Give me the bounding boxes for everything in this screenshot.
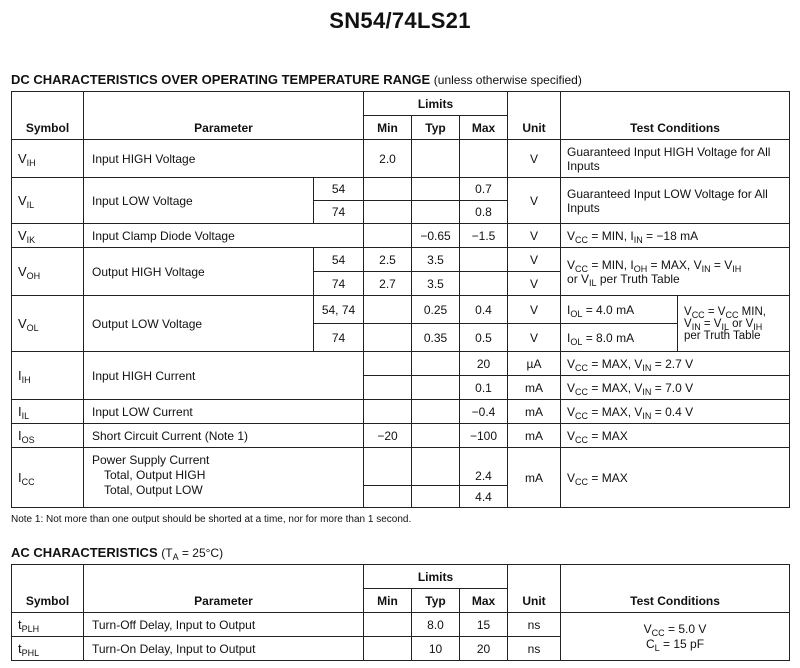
min-cell <box>364 352 412 376</box>
parameter-cell: Input Clamp Diode Voltage <box>84 224 364 248</box>
symbol-cell: $V_{IK}$ <box>12 224 84 248</box>
hdr-test-conditions: Test Conditions <box>561 92 790 140</box>
conditions-cell: $V_{CC}$ = MAX, $V_{IN} = 7.0$ V <box>561 376 790 400</box>
symbol-cell: $I_{IH}$ <box>12 352 84 400</box>
unit-cell: V <box>508 272 561 296</box>
hdr-limits: Limits <box>364 565 508 589</box>
symbol-cell: $V_{IL}$ <box>12 178 84 224</box>
hdr-typ: Typ <box>412 116 460 140</box>
table-row <box>12 352 790 376</box>
table-row <box>12 178 790 201</box>
max-cell: −1.5 <box>460 224 508 248</box>
min-cell <box>364 178 412 201</box>
hdr-max: Max <box>460 589 508 613</box>
page-title: SN54/74LS21 <box>329 8 471 33</box>
symbol-cell: $V_{OL}$ <box>12 296 84 352</box>
max-cell: 4.4 <box>460 486 508 508</box>
unit-cell: V <box>508 324 561 352</box>
min-cell <box>364 201 412 224</box>
max-cell: 15 <box>460 613 508 637</box>
min-cell <box>364 376 412 400</box>
max-cell <box>460 140 508 178</box>
device-cell: 74 <box>314 272 364 296</box>
table-row <box>12 613 790 637</box>
dc-characteristics-table <box>11 91 790 508</box>
min-cell: −20 <box>364 424 412 448</box>
hdr-parameter: Parameter <box>84 92 364 140</box>
parameter-cell: Input LOW Voltage <box>84 178 314 224</box>
min-cell: 2.0 <box>364 140 412 178</box>
min-cell <box>364 224 412 248</box>
dc-section-heading <box>11 72 582 87</box>
symbol-cell: $I_{OS}$ <box>12 424 84 448</box>
conditions-cell: $V_{CC}$ = MAX, $V_{IN} = 0.4$ V <box>561 400 790 424</box>
unit-cell: V <box>508 140 561 178</box>
typ-cell: 10 <box>412 637 460 661</box>
max-cell: 20 <box>460 352 508 376</box>
min-cell: 2.5 <box>364 248 412 272</box>
unit-cell: V <box>508 248 561 272</box>
unit-cell: ns <box>508 637 561 661</box>
hdr-test-conditions: Test Conditions <box>561 565 790 613</box>
hdr-parameter: Parameter <box>84 565 364 613</box>
min-cell <box>364 324 412 352</box>
max-cell: 0.5 <box>460 324 508 352</box>
symbol-cell: $I_{IL}$ <box>12 400 84 424</box>
device-cell: 74 <box>314 201 364 224</box>
unit-cell: mA <box>508 448 561 508</box>
hdr-min: Min <box>364 589 412 613</box>
max-cell: 0.7 <box>460 178 508 201</box>
conditions-cell: $I_{OL} = 4.0$ mA <box>561 296 678 324</box>
symbol-cell: $t_{PHL}$ <box>12 637 84 661</box>
max-cell <box>460 248 508 272</box>
max-cell: 0.8 <box>460 201 508 224</box>
parameter-cell: Input HIGH Current <box>84 352 364 400</box>
ac-heading-text: AC CHARACTERISTICS <box>11 545 158 560</box>
hdr-symbol: Symbol <box>12 565 84 613</box>
parameter-cell: Input HIGH Voltage <box>84 140 364 178</box>
min-cell <box>364 448 412 486</box>
conditions-cell: $V_{CC}$ = MAX, $V_{IN} = 2.7$ V <box>561 352 790 376</box>
conditions-cell: $I_{OL} = 8.0$ mA <box>561 324 678 352</box>
hdr-max: Max <box>460 116 508 140</box>
dc-heading-text: DC CHARACTERISTICS OVER OPERATING TEMPERATURE RANGE <box>11 72 431 87</box>
max-cell: 2.4 <box>460 448 508 486</box>
device-cell: 54 <box>314 178 364 201</box>
symbol-cell: $I_{CC}$ <box>12 448 84 508</box>
hdr-limits: Limits <box>364 92 508 116</box>
dc-heading-note: (unless otherwise specified) <box>433 73 582 87</box>
unit-cell: mA <box>508 400 561 424</box>
parameter-cell: Output HIGH Voltage <box>84 248 314 296</box>
ac-section-heading <box>11 545 223 560</box>
unit-cell: ns <box>508 613 561 637</box>
parameter-cell: Power Supply Current Total, Output HIGH Total, Output LOW <box>84 448 364 508</box>
hdr-typ: Typ <box>412 589 460 613</box>
conditions-cell: $V_{CC} = V_{CC}$ MIN, $V_{IN} = V_{IL}$ or $V_{IH}$ per Truth Table <box>678 296 790 352</box>
typ-cell <box>412 424 460 448</box>
conditions-cell: $V_{CC}$ = MAX <box>561 424 790 448</box>
typ-cell <box>412 448 460 486</box>
symbol-cell: $t_{PLH}$ <box>12 613 84 637</box>
typ-cell <box>412 201 460 224</box>
table-row <box>12 296 790 324</box>
min-cell <box>364 400 412 424</box>
typ-cell <box>412 486 460 508</box>
typ-cell: 8.0 <box>412 613 460 637</box>
parameter-cell: Input LOW Current <box>84 400 364 424</box>
unit-cell: mA <box>508 376 561 400</box>
typ-cell <box>412 400 460 424</box>
unit-cell: V <box>508 178 561 224</box>
min-cell <box>364 613 412 637</box>
hdr-unit: Unit <box>508 92 561 140</box>
conditions-cell: $V_{CC}$ = MIN, $I_{IN} = -18$ mA <box>561 224 790 248</box>
footnote: Note 1: Not more than one output should be shorted at a time, nor for more than 1 second. <box>11 514 412 525</box>
max-cell: −0.4 <box>460 400 508 424</box>
ac-characteristics-table <box>11 564 790 661</box>
table-row <box>12 248 790 272</box>
conditions-cell: $V_{CC} = 5.0$ V $C_L = 15$ pF <box>561 613 790 661</box>
ac-heading-note: $(T_A = 25^\circ C)$ <box>161 546 224 562</box>
typ-cell <box>412 352 460 376</box>
hdr-symbol: Symbol <box>12 92 84 140</box>
typ-cell <box>412 178 460 201</box>
max-cell <box>460 272 508 296</box>
parameter-cell: Output LOW Voltage <box>84 296 314 352</box>
table-row <box>12 424 790 448</box>
unit-cell: V <box>508 224 561 248</box>
device-cell: 54, 74 <box>314 296 364 324</box>
conditions-cell: Guaranteed Input LOW Voltage for All Inputs <box>561 178 790 224</box>
typ-cell: 3.5 <box>412 248 460 272</box>
table-row <box>12 224 790 248</box>
symbol-cell: $V_{IH}$ <box>12 140 84 178</box>
symbol-cell: $V_{OH}$ <box>12 248 84 296</box>
table-row <box>12 140 790 178</box>
typ-cell: 0.35 <box>412 324 460 352</box>
min-cell: 2.7 <box>364 272 412 296</box>
unit-cell: µA <box>508 352 561 376</box>
max-cell: 0.4 <box>460 296 508 324</box>
hdr-min: Min <box>364 116 412 140</box>
unit-cell: V <box>508 296 561 324</box>
typ-cell <box>412 376 460 400</box>
typ-cell: −0.65 <box>412 224 460 248</box>
typ-cell: 0.25 <box>412 296 460 324</box>
min-cell <box>364 637 412 661</box>
unit-cell: mA <box>508 424 561 448</box>
device-cell: 74 <box>314 324 364 352</box>
typ-cell: 3.5 <box>412 272 460 296</box>
min-cell <box>364 486 412 508</box>
hdr-unit: Unit <box>508 565 561 613</box>
table-row <box>12 448 790 486</box>
max-cell: −100 <box>460 424 508 448</box>
conditions-cell: Guaranteed Input HIGH Voltage for All Inputs <box>561 140 790 178</box>
conditions-cell: $V_{CC}$ = MAX <box>561 448 790 508</box>
parameter-cell: Turn-On Delay, Input to Output <box>84 637 364 661</box>
conditions-cell: $V_{CC}$ = MIN, $I_{OH}$ = MAX, $V_{IN} = V_{IH}$ or $V_{IL}$ per Truth Table <box>561 248 790 296</box>
table-row <box>12 400 790 424</box>
parameter-cell: Turn-Off Delay, Input to Output <box>84 613 364 637</box>
typ-cell <box>412 140 460 178</box>
max-cell: 20 <box>460 637 508 661</box>
device-cell: 54 <box>314 248 364 272</box>
parameter-cell: Short Circuit Current (Note 1) <box>84 424 364 448</box>
min-cell <box>364 296 412 324</box>
max-cell: 0.1 <box>460 376 508 400</box>
